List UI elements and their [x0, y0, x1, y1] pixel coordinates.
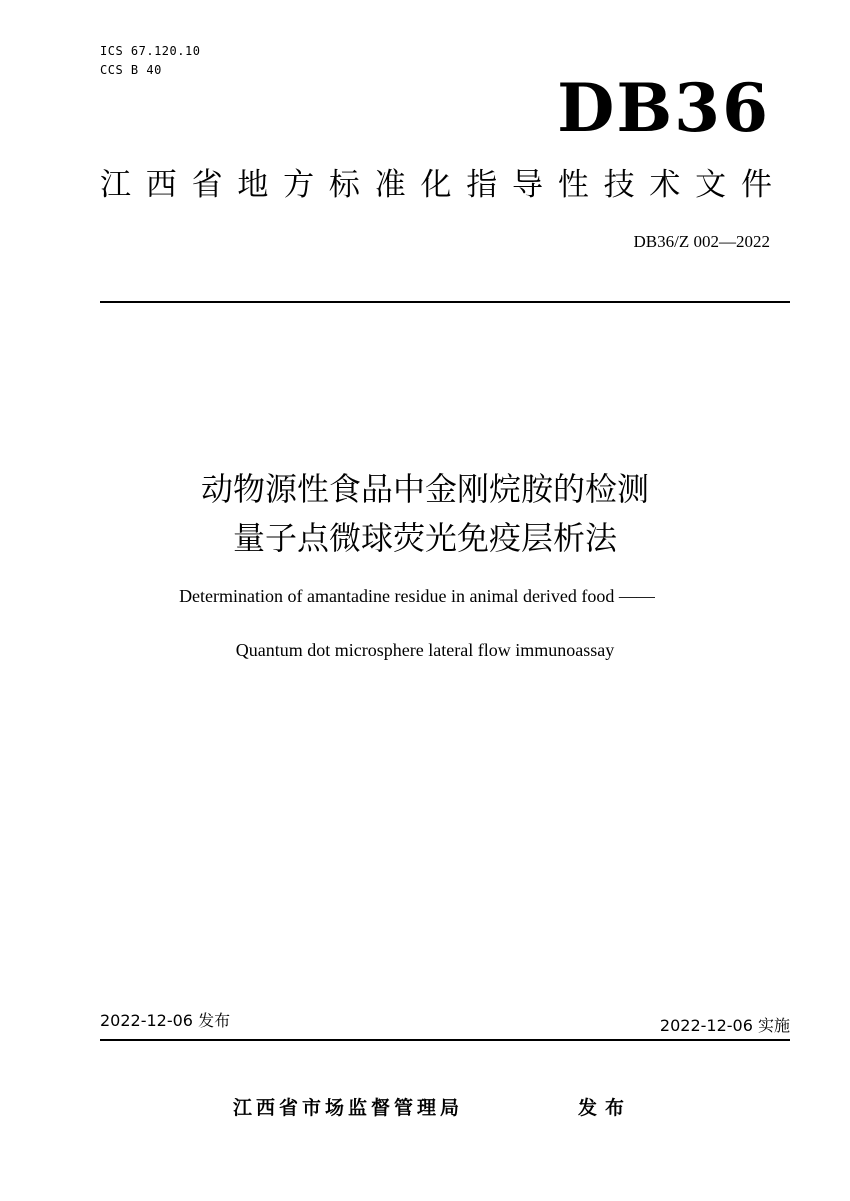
document-type-char: 准	[374, 167, 406, 203]
document-type-title	[100, 165, 772, 205]
title-en-line1: Determination of amantadine residue in animal derived food ——	[179, 586, 655, 606]
document-type-char: 西	[145, 167, 177, 203]
document-type-char: 化	[420, 167, 452, 203]
issuer: 江西省市场监督管理局	[233, 1097, 464, 1119]
document-type-char: 地	[237, 167, 269, 203]
title-cn-line1: 动物源性食品中金刚烷胺的检测	[200, 470, 649, 508]
document-type-char: 导	[512, 167, 544, 203]
bottom-divider	[100, 1039, 790, 1041]
document-type-char: 件	[740, 167, 772, 203]
document-type-char: 性	[557, 167, 589, 203]
document-number: DB36/Z 002—2022	[633, 232, 770, 251]
title-cn-line2: 量子点微球荧光免疫层析法	[232, 519, 617, 557]
ics-ccs-codes	[100, 42, 200, 80]
document-type-char: 标	[328, 167, 360, 203]
issue-label: 发布	[578, 1097, 633, 1119]
document-type-char: 江	[100, 167, 131, 203]
title-en-line2: Quantum dot microsphere lateral flow immunoassay	[235, 640, 615, 660]
document-type-char: 文	[695, 167, 727, 203]
ccs-code: CCS B 40	[100, 63, 162, 77]
standard-prefix: DB36	[557, 69, 770, 147]
document-type-char: 术	[649, 167, 681, 203]
ics-code: ICS 67.120.10	[100, 44, 201, 58]
document-type-char: 技	[603, 167, 635, 203]
document-type-char: 省	[191, 167, 223, 203]
document-type-char: 指	[466, 167, 498, 203]
top-divider	[100, 301, 790, 303]
publish-date: 2022-12-06 发布	[100, 1011, 231, 1030]
document-type-char: 方	[283, 167, 315, 203]
implement-date: 2022-12-06 实施	[659, 1016, 790, 1035]
